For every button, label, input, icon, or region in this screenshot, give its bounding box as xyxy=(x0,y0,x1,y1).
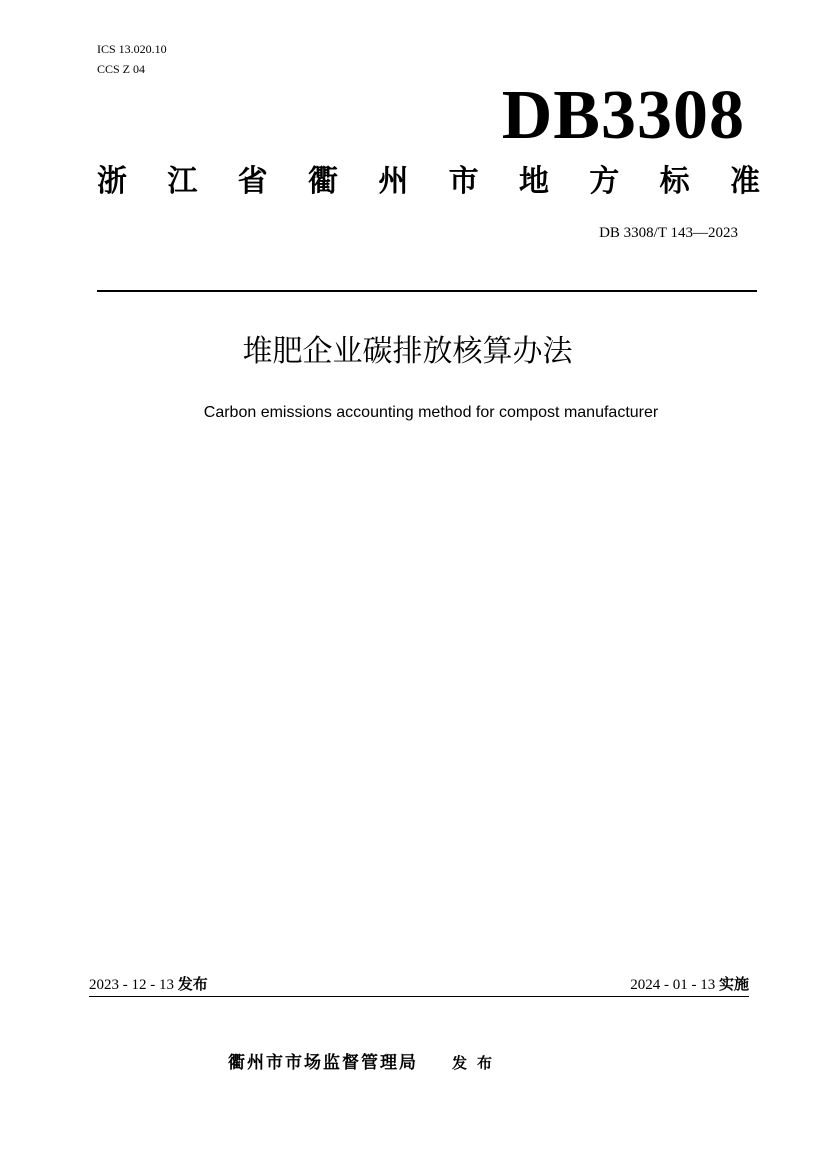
issue-label: 发布 xyxy=(177,975,208,993)
ccs-code: CCS Z 04 xyxy=(97,62,146,76)
issue-date-block xyxy=(89,975,208,994)
standard-type-char: 衢 xyxy=(307,164,338,199)
ics-code: ICS 13.020.10 xyxy=(97,42,167,56)
standard-type-char: 准 xyxy=(729,164,760,199)
effective-label: 实施 xyxy=(718,975,749,993)
standard-type-char: 省 xyxy=(237,164,268,199)
publisher-name: 衢州市市场监督管理局 xyxy=(228,1053,418,1073)
standard-type-char: 州 xyxy=(378,164,409,199)
standard-type-char: 方 xyxy=(589,164,620,199)
standard-code-mark: DB3308 xyxy=(501,77,745,154)
publish-label: 发布 xyxy=(452,1054,503,1072)
standard-type-char: 浙 xyxy=(97,164,127,199)
standard-type-char: 标 xyxy=(659,164,690,199)
effective-date: 2024 - 01 - 13 xyxy=(630,977,719,993)
standard-type-char: 市 xyxy=(448,164,479,199)
standard-number: DB 3308/T 143—2023 xyxy=(599,225,738,241)
standard-type-char: 地 xyxy=(518,164,549,199)
date-row xyxy=(89,972,749,997)
issue-date: 2023 - 12 - 13 xyxy=(89,977,178,993)
publisher-row xyxy=(228,1048,502,1074)
standard-type-char: 江 xyxy=(167,164,198,199)
header-divider xyxy=(97,290,757,292)
effective-date-block xyxy=(630,975,749,994)
document-title-cn: 堆肥企业碳排放核算办法 xyxy=(242,334,573,369)
standard-type-heading xyxy=(97,160,760,204)
document-title-en: Carbon emissions accounting method for compost manufacturer xyxy=(203,404,659,421)
